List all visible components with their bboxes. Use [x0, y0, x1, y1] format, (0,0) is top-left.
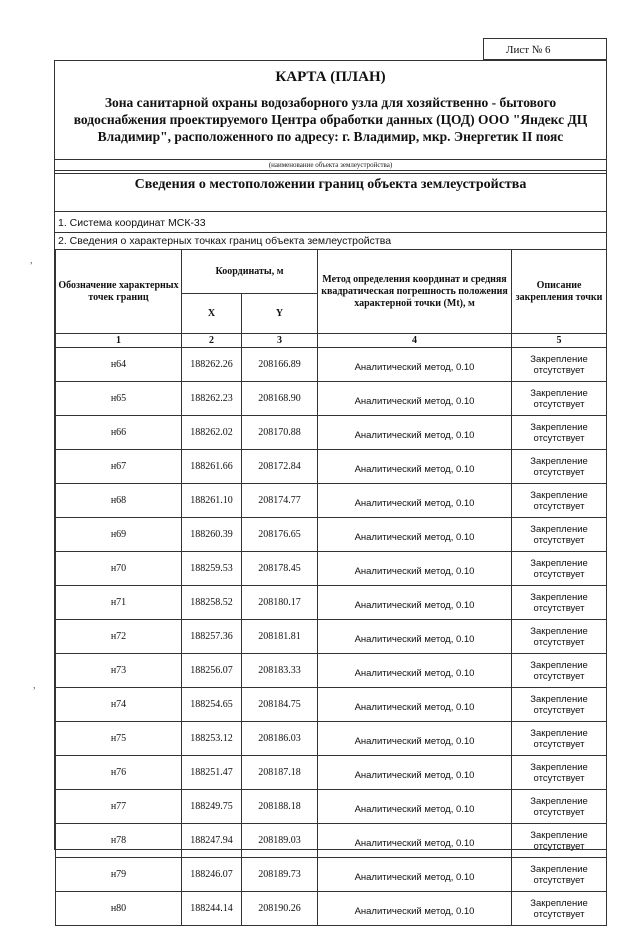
column-number: 3	[242, 334, 318, 348]
method-value: Аналитический метод, 0.10	[318, 824, 512, 858]
table-row	[56, 756, 607, 790]
document-frame	[54, 60, 607, 920]
table-row	[56, 654, 607, 688]
table-row	[56, 382, 607, 416]
point-id: н66	[56, 416, 182, 450]
fixing-description: Закрепление отсутствует	[512, 620, 607, 654]
table-row	[56, 348, 607, 382]
fixing-description: Закрепление отсутствует	[512, 586, 607, 620]
column-number: 2	[182, 334, 242, 348]
y-value: 208183.33	[242, 654, 318, 688]
point-id: н69	[56, 518, 182, 552]
table-row	[56, 586, 607, 620]
y-value: 208166.89	[242, 348, 318, 382]
table-row	[56, 450, 607, 484]
method-value: Аналитический метод, 0.10	[318, 382, 512, 416]
header-coordinates: Координаты, м	[182, 250, 318, 294]
fixing-description: Закрепление отсутствует	[512, 688, 607, 722]
point-id: н70	[56, 552, 182, 586]
scan-mark: ,	[30, 255, 33, 266]
document-subtitle: Зона санитарной охраны водозаборного узла для хозяйственно - бытового водоснабжения проектируемого Центра обработки данных (ЦОД) ООО "Яндекс ДЦ Владимир", расположенного по адресу: г. Владимир, мкр. Энергетик II пояс	[73, 95, 588, 144]
x-value: 188262.02	[182, 416, 242, 450]
point-id: н67	[56, 450, 182, 484]
y-value: 208176.65	[242, 518, 318, 552]
x-value: 188258.52	[182, 586, 242, 620]
scan-mark: ,	[33, 680, 36, 691]
x-value: 188244.14	[182, 892, 242, 926]
table-row	[56, 824, 607, 858]
table-row	[56, 552, 607, 586]
header-method: Метод определения координат и средняя квадратическая погрешность положения характерной точки (Mt), м	[318, 250, 512, 334]
section-title: Сведения о местоположении границ объекта землеустройства	[134, 177, 527, 192]
point-id: н68	[56, 484, 182, 518]
method-value: Аналитический метод, 0.10	[318, 484, 512, 518]
method-value: Аналитический метод, 0.10	[318, 416, 512, 450]
x-value: 188261.66	[182, 450, 242, 484]
divider	[55, 173, 606, 174]
y-value: 208186.03	[242, 722, 318, 756]
fixing-description: Закрепление отсутствует	[512, 824, 607, 858]
column-number: 1	[56, 334, 182, 348]
document-header	[55, 61, 606, 169]
point-id: н72	[56, 620, 182, 654]
divider	[55, 170, 606, 171]
x-value: 188256.07	[182, 654, 242, 688]
y-value: 208174.77	[242, 484, 318, 518]
point-id: н80	[56, 892, 182, 926]
table-row	[56, 416, 607, 450]
table-row	[56, 892, 607, 926]
y-value: 208189.03	[242, 824, 318, 858]
x-value: 188246.07	[182, 858, 242, 892]
method-value: Аналитический метод, 0.10	[318, 722, 512, 756]
fixing-description: Закрепление отсутствует	[512, 382, 607, 416]
points-heading: 2. Сведения о характерных точках границ объекта землеустройства	[58, 235, 392, 247]
table-row	[56, 790, 607, 824]
y-value: 208187.18	[242, 756, 318, 790]
fixing-description: Закрепление отсутствует	[512, 518, 607, 552]
method-value: Аналитический метод, 0.10	[318, 892, 512, 926]
table-row	[56, 858, 607, 892]
table-row	[56, 722, 607, 756]
y-value: 208189.73	[242, 858, 318, 892]
point-id: н79	[56, 858, 182, 892]
table-row	[56, 620, 607, 654]
header-description: Описание закрепления точки	[512, 250, 607, 334]
fixing-description: Закрепление отсутствует	[512, 790, 607, 824]
fixing-description: Закрепление отсутствует	[512, 654, 607, 688]
fixing-description: Закрепление отсутствует	[512, 348, 607, 382]
header-designation: Обозначение характерных точек границ	[56, 250, 182, 334]
sheet-number: Лист № 6	[483, 38, 607, 60]
point-id: н77	[56, 790, 182, 824]
divider	[55, 159, 606, 160]
divider	[55, 211, 606, 212]
x-value: 188262.26	[182, 348, 242, 382]
method-value: Аналитический метод, 0.10	[318, 654, 512, 688]
fixing-description: Закрепление отсутствует	[512, 892, 607, 926]
document-title: КАРТА (ПЛАН)	[275, 69, 386, 85]
point-id: н76	[56, 756, 182, 790]
method-value: Аналитический метод, 0.10	[318, 552, 512, 586]
table-row	[56, 484, 607, 518]
x-value: 188247.94	[182, 824, 242, 858]
fixing-description: Закрепление отсутствует	[512, 552, 607, 586]
x-value: 188262.23	[182, 382, 242, 416]
method-value: Аналитический метод, 0.10	[318, 756, 512, 790]
fixing-description: Закрепление отсутствует	[512, 756, 607, 790]
x-value: 188257.36	[182, 620, 242, 654]
point-id: н71	[56, 586, 182, 620]
method-value: Аналитический метод, 0.10	[318, 450, 512, 484]
point-id: н64	[56, 348, 182, 382]
table-row	[56, 688, 607, 722]
y-value: 208184.75	[242, 688, 318, 722]
method-value: Аналитический метод, 0.10	[318, 790, 512, 824]
point-id: н73	[56, 654, 182, 688]
y-value: 208178.45	[242, 552, 318, 586]
method-value: Аналитический метод, 0.10	[318, 620, 512, 654]
y-value: 208170.88	[242, 416, 318, 450]
method-value: Аналитический метод, 0.10	[318, 348, 512, 382]
table-row	[56, 518, 607, 552]
x-value: 188251.47	[182, 756, 242, 790]
column-number: 5	[512, 334, 607, 348]
header-x: X	[182, 294, 242, 334]
point-id: н78	[56, 824, 182, 858]
header-y: Y	[242, 294, 318, 334]
y-value: 208181.81	[242, 620, 318, 654]
point-id: н74	[56, 688, 182, 722]
coordinates-table	[55, 249, 607, 926]
fixing-description: Закрепление отсутствует	[512, 484, 607, 518]
coord-system: 1. Система координат МСК-33	[58, 217, 206, 229]
x-value: 188254.65	[182, 688, 242, 722]
x-value: 188260.39	[182, 518, 242, 552]
y-value: 208190.26	[242, 892, 318, 926]
fixing-description: Закрепление отсутствует	[512, 416, 607, 450]
y-value: 208168.90	[242, 382, 318, 416]
point-id: н75	[56, 722, 182, 756]
point-id: н65	[56, 382, 182, 416]
method-value: Аналитический метод, 0.10	[318, 518, 512, 552]
x-value: 188249.75	[182, 790, 242, 824]
column-number: 4	[318, 334, 512, 348]
y-value: 208172.84	[242, 450, 318, 484]
fixing-description: Закрепление отсутствует	[512, 722, 607, 756]
method-value: Аналитический метод, 0.10	[318, 688, 512, 722]
divider	[55, 232, 606, 233]
x-value: 188253.12	[182, 722, 242, 756]
method-value: Аналитический метод, 0.10	[318, 858, 512, 892]
x-value: 188259.53	[182, 552, 242, 586]
x-value: 188261.10	[182, 484, 242, 518]
fixing-description: Закрепление отсутствует	[512, 450, 607, 484]
fixing-description: Закрепление отсутствует	[512, 858, 607, 892]
method-value: Аналитический метод, 0.10	[318, 586, 512, 620]
y-value: 208188.18	[242, 790, 318, 824]
y-value: 208180.17	[242, 586, 318, 620]
object-caption: (наименование объекта землеустройства)	[268, 161, 393, 169]
column-numbers	[56, 334, 607, 348]
